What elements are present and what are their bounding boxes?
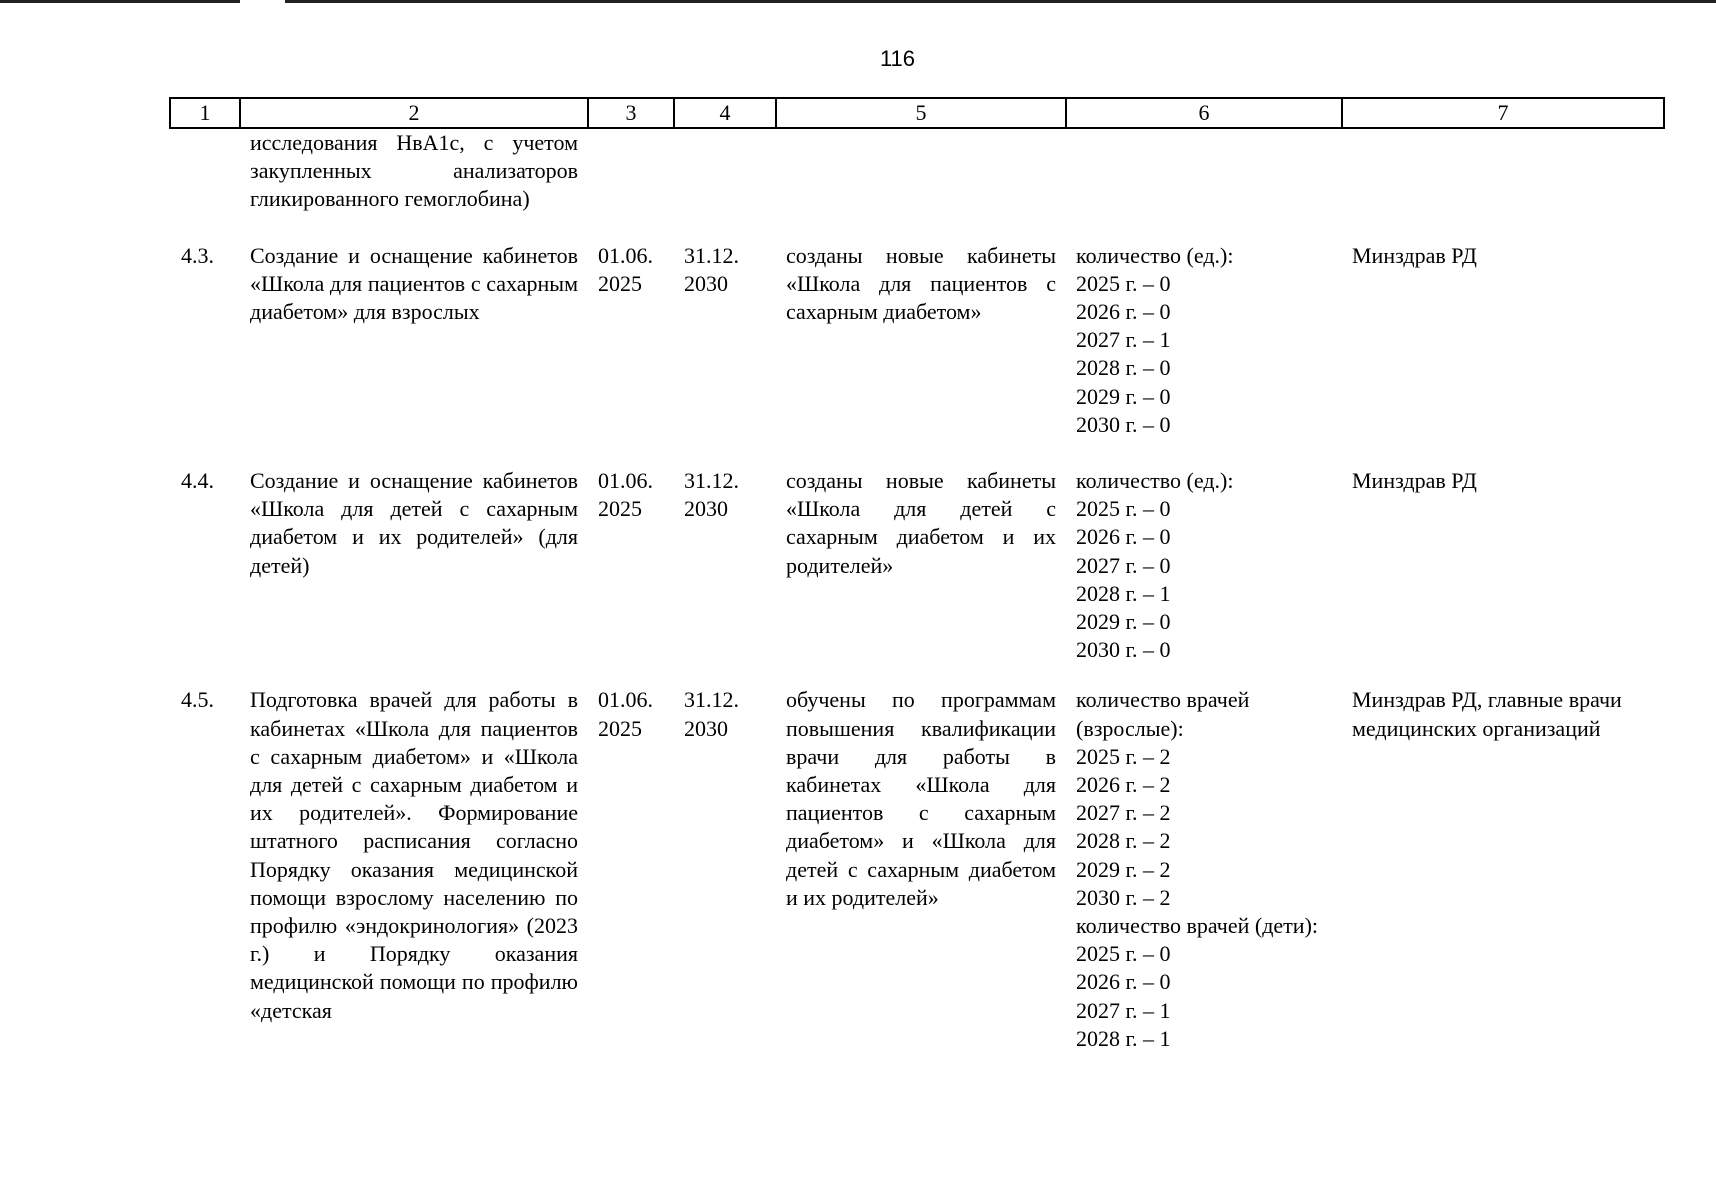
expected-result: обучены по программам повышения квалификации врачи для работы в кабинетах «Школа для пациентов с сахарным диабетом» и «Школа для детей с сахарным диабетом и их родителей» [786, 687, 1056, 910]
table-row [170, 242, 1664, 439]
indicator-line: 2028 г. – 2 [1076, 828, 1171, 854]
row-number [170, 128, 240, 214]
indicator-line: 2030 г. – 0 [1076, 411, 1171, 437]
measure-description: исследования НвА1с, с учетом закупленных анализаторов гликированного гемоглобина) [250, 130, 578, 212]
indicator-line: 2029 г. – 0 [1076, 609, 1171, 635]
start-date: 01.06. 2025 [598, 687, 653, 741]
indicator-line: 2027 г. – 1 [1076, 997, 1171, 1023]
header-cell: 4 [674, 98, 776, 128]
indicator-values [1066, 467, 1342, 664]
table-row-continuation [170, 128, 1664, 214]
measures-table [169, 97, 1665, 1053]
header-cell: 3 [588, 98, 674, 128]
top-rule-left [0, 0, 240, 3]
indicator-line: 2026 г. – 0 [1076, 299, 1171, 325]
table-row [170, 467, 1664, 664]
indicator-line: 2025 г. – 0 [1076, 941, 1171, 967]
indicator-line: количество врачей (взрослые): [1076, 687, 1250, 741]
indicator-line: 2025 г. – 0 [1076, 496, 1171, 522]
expected-result: созданы новые кабинеты «Школа для пациентов с сахарным диабетом» [786, 242, 1056, 325]
header-cell: 1 [170, 98, 240, 128]
top-rule-right [1068, 0, 1716, 3]
header-cell: 7 [1342, 98, 1664, 128]
indicator-line: количество (ед.): [1076, 468, 1234, 494]
indicator-line: количество (ед.): [1076, 242, 1234, 268]
indicator-line: 2028 г. – 0 [1076, 355, 1171, 381]
indicator-values [1066, 686, 1342, 1053]
end-date: 31.12. 2030 [684, 687, 739, 741]
start-date: 01.06. 2025 [598, 242, 653, 296]
table-row [170, 686, 1664, 1053]
end-date: 31.12. 2030 [684, 468, 739, 522]
row-number: 4.4. [181, 468, 214, 494]
row-number: 4.5. [181, 687, 214, 713]
page-number: 116 [879, 46, 916, 71]
header-cell: 2 [240, 98, 588, 128]
end-date: 31.12. 2030 [684, 242, 739, 296]
indicator-line: количество врачей (дети): [1076, 913, 1319, 939]
top-rule-middle [285, 0, 1075, 3]
indicator-line: 2029 г. – 0 [1076, 383, 1171, 409]
indicator-line: 2030 г. – 0 [1076, 637, 1171, 663]
indicator-line: 2026 г. – 2 [1076, 772, 1171, 798]
expected-result: созданы новые кабинеты «Школа для детей с сахарным диабетом и их родителей» [786, 468, 1056, 578]
header-cell: 5 [776, 98, 1066, 128]
row-number: 4.3. [181, 242, 214, 268]
indicator-line: 2027 г. – 2 [1076, 800, 1171, 826]
measure-description: Подготовка врачей для работы в кабинетах «Школа для пациентов с сахарным диабетом» и «Школа для детей с сахарным диабетом и их родителей». Формирование штатного расписания согласно Порядку оказания медицинской помощи взрослому населению по профилю «эндокринология» (2023 г.) и Порядку оказания медицинской помощи по профилю «детская [250, 687, 578, 1023]
start-date: 01.06. 2025 [598, 468, 653, 522]
indicator-line: 2029 г. – 2 [1076, 856, 1171, 882]
responsible: Минздрав РД, главные врачи медицинских организаций [1352, 687, 1622, 741]
header-cell: 6 [1066, 98, 1342, 128]
indicator-line: 2028 г. – 1 [1076, 580, 1171, 606]
indicator-line: 2030 г. – 2 [1076, 884, 1171, 910]
indicator-line: 2027 г. – 1 [1076, 327, 1171, 353]
indicator-line: 2025 г. – 0 [1076, 270, 1171, 296]
responsible: Минздрав РД [1352, 242, 1477, 268]
responsible: Минздрав РД [1352, 468, 1477, 494]
indicator-line: 2026 г. – 0 [1076, 524, 1171, 550]
column-number-header [170, 98, 1664, 128]
measure-description: Создание и оснащение кабинетов «Школа для пациентов с сахарным диабетом» для взрослых [250, 242, 578, 325]
measure-description: Создание и оснащение кабинетов «Школа для детей с сахарным диабетом и их родителей» (для детей) [250, 468, 578, 578]
indicator-line: 2026 г. – 0 [1076, 969, 1171, 995]
indicator-line: 2027 г. – 0 [1076, 552, 1171, 578]
indicator-line: 2025 г. – 2 [1076, 743, 1171, 769]
indicator-line: 2028 г. – 1 [1076, 1025, 1171, 1051]
indicator-values [1066, 242, 1342, 439]
